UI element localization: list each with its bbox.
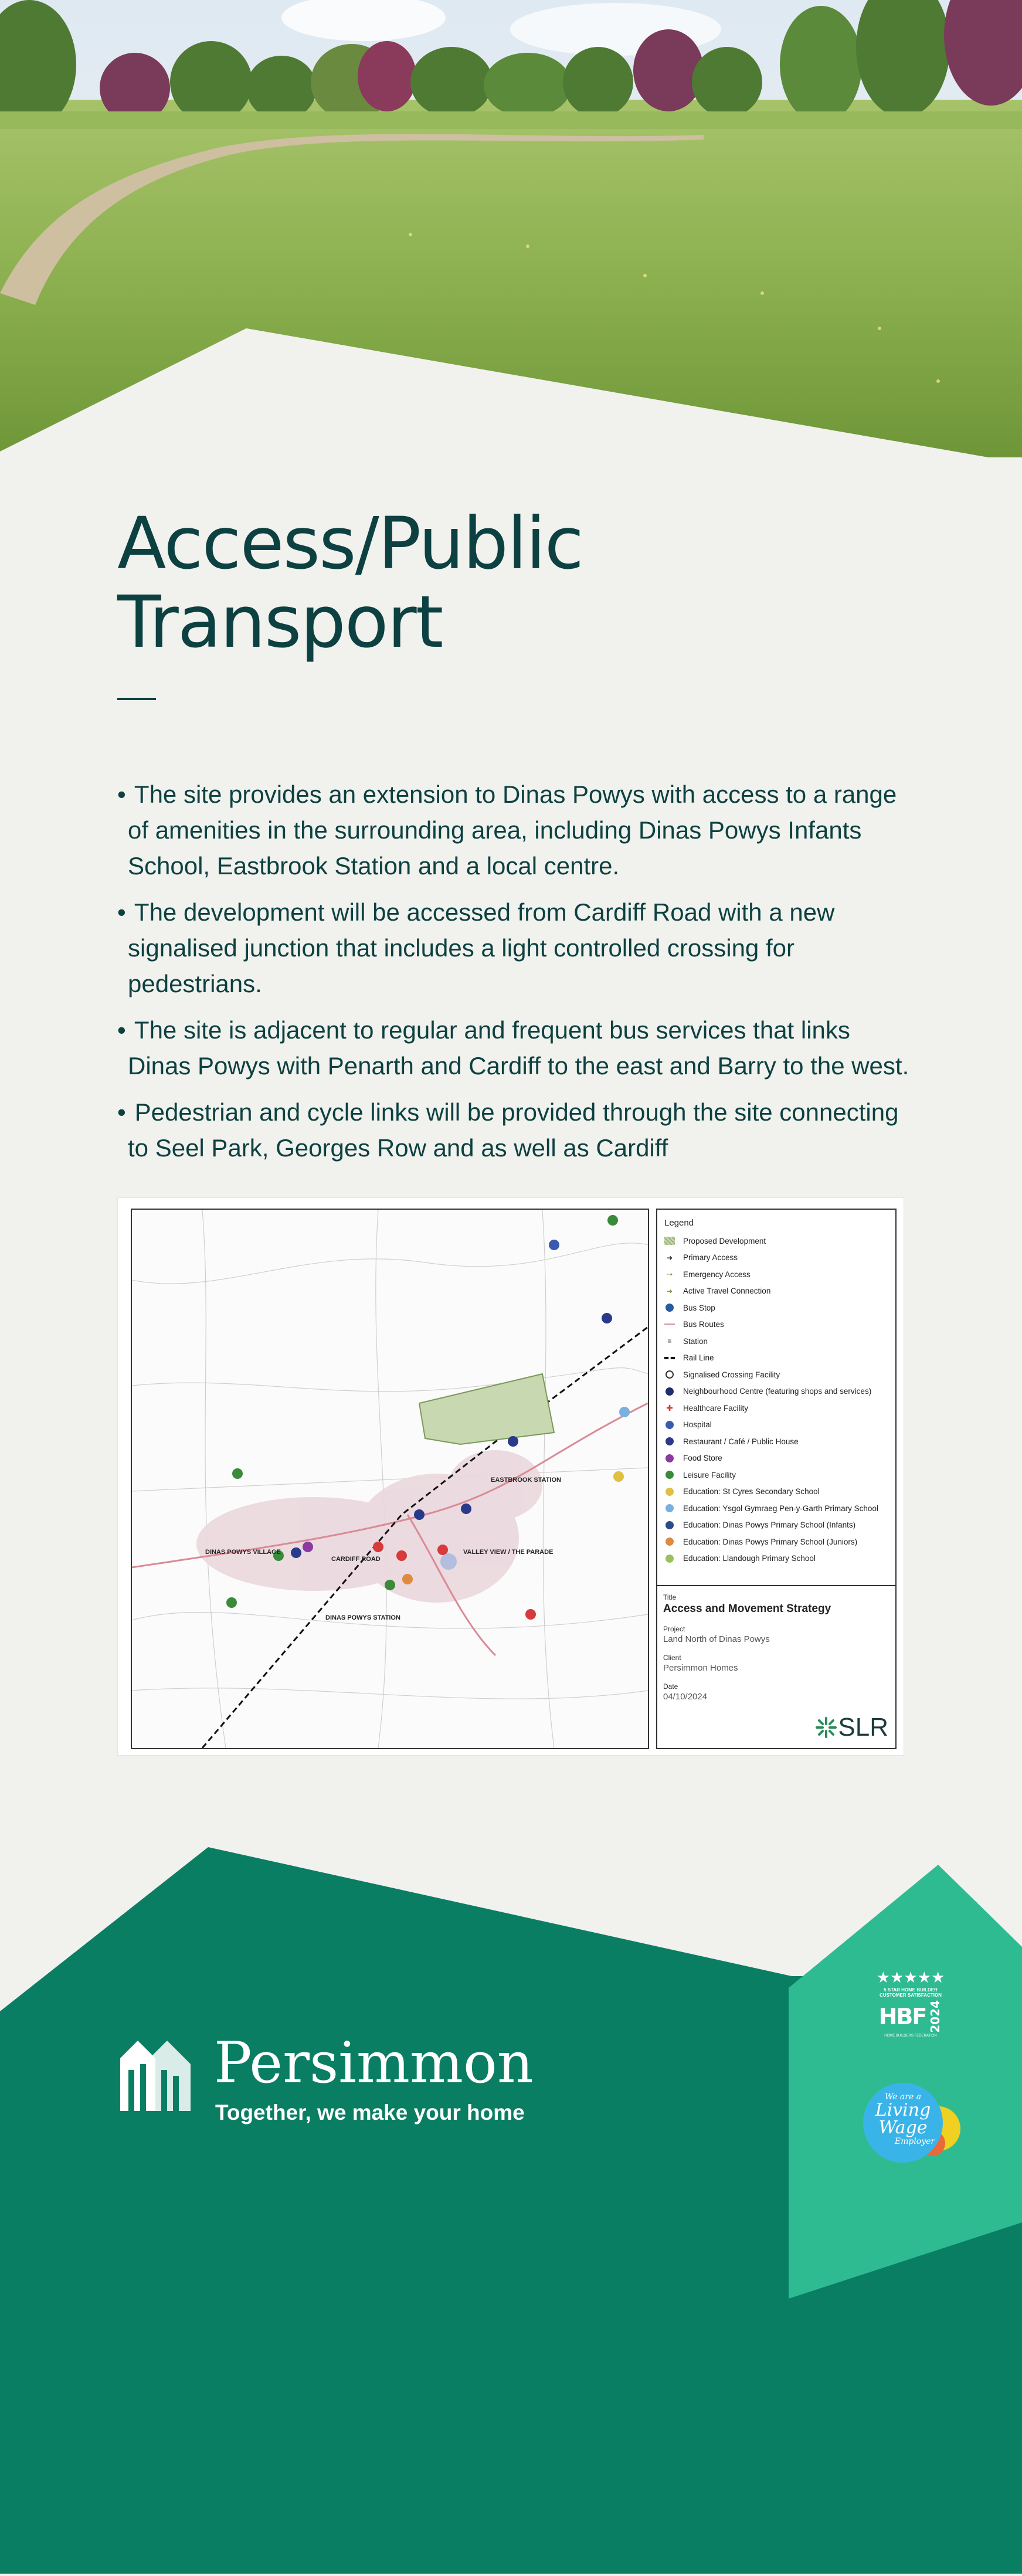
hbf-year: 2024 [928, 2000, 943, 2033]
legend-item [664, 1417, 895, 1434]
circle-icon [664, 1504, 675, 1512]
bullet-text: The site provides an extension to Dinas Powys with access to a range of amenities in the surrounding area, including Dinas Powys Infants School, Eastbrook Station and a local centre. [128, 780, 897, 880]
legend-item [664, 1500, 895, 1517]
rail-icon [664, 1357, 675, 1359]
lw-line1: We are a [884, 2092, 922, 2102]
legend-label: Signalised Crossing Facility [683, 1370, 780, 1379]
legend-label: Bus Routes [683, 1320, 724, 1329]
legend-label: Education: St Cyres Secondary School [683, 1487, 820, 1496]
legend-label: Active Travel Connection [683, 1287, 771, 1296]
living-wage-badge [862, 2082, 967, 2164]
legend-label: Primary Access [683, 1253, 738, 1262]
circle-icon [664, 1471, 675, 1479]
circle-icon [664, 1555, 675, 1563]
map-legend-panel [656, 1209, 897, 1749]
info-title-label: Title [663, 1593, 677, 1601]
legend-item [664, 1433, 895, 1450]
slr-logo-icon [814, 1716, 838, 1739]
legend-label: Education: Llandough Primary School [683, 1554, 816, 1563]
lw-line3: Wage [878, 2117, 928, 2138]
legend-label: Proposed Development [683, 1236, 766, 1245]
legend-label: Bus Stop [683, 1303, 715, 1312]
arrow-icon: ➜ [666, 1287, 673, 1295]
info-client-label: Client [663, 1654, 681, 1662]
line-swatch-icon [664, 1323, 675, 1325]
page-title: Access/Public Transport [117, 502, 583, 664]
legend-item [664, 1266, 895, 1283]
bullet-text: The site is adjacent to regular and frequent bus services that links Dinas Powys with Penarth and Cardiff to the east and Barry to the west. [128, 1016, 909, 1080]
cross-icon: ✚ [666, 1403, 673, 1413]
bus-stop-icon [664, 1304, 675, 1312]
hbf-line1: 5 STAR HOME BUILDER [884, 1987, 938, 1993]
legend-item [664, 1383, 895, 1400]
hatch-swatch-icon [664, 1237, 675, 1245]
crossing-icon [664, 1370, 675, 1379]
info-client-value: Persimmon Homes [663, 1663, 738, 1673]
arrow-icon: ➜ [666, 1253, 673, 1262]
hbf-stars: ★★★★★ [876, 1969, 945, 1987]
legend-item [664, 1484, 895, 1501]
legend-item [664, 1533, 895, 1550]
legend-item [664, 1316, 895, 1333]
bullet-item: • The site is adjacent to regular and frequent bus services that links Dinas Powys with Penarth and Cardiff to the east and Barry to the west. [117, 1016, 909, 1080]
circle-icon [664, 1538, 675, 1546]
bullet-text: Pedestrian and cycle links will be provided through the site connecting to Seel Park, Georges Row and as well as Cardiff [128, 1098, 899, 1162]
lw-line2: Living [875, 2100, 931, 2120]
info-date-value: 04/10/2024 [663, 1692, 708, 1702]
legend-label: Food Store [683, 1454, 722, 1463]
bullet-text: The development will be accessed from Cardiff Road with a new signalised junction that includes a light controlled crossing for pedestrians. [128, 898, 835, 998]
legend-item [664, 1400, 895, 1417]
map-label-cardiff-road: CARDIFF ROAD [331, 1556, 381, 1563]
legend-list [657, 1233, 895, 1567]
legend-heading: Legend [664, 1218, 694, 1228]
dashed-arrow-icon: ⇢ [666, 1270, 673, 1279]
legend-item [664, 1283, 895, 1300]
legend-item [664, 1550, 895, 1567]
slr-logo [814, 1713, 888, 1742]
bullet-item: • The site provides an extension to Dinas Powys with access to a range of amenities in the surrounding area, including Dinas Powys Infants School, Eastbrook Station and a local centre. [117, 780, 897, 880]
hbf-line2: CUSTOMER SATISFACTION [880, 1993, 942, 1998]
bullet-item: • The development will be accessed from Cardiff Road with a new signalised junction that includes a light controlled crossing for pedestrians. [117, 898, 835, 998]
access-movement-map-card [117, 1197, 904, 1756]
persimmon-house-icon [114, 2035, 196, 2117]
legend-label: Healthcare Facility [683, 1403, 749, 1413]
circle-icon [664, 1421, 675, 1429]
hbf-5-star-badge [875, 1970, 946, 2052]
map-label-dinas-powys-village: DINAS POWYS VILLAGE [205, 1549, 281, 1556]
legend-item [664, 1450, 895, 1467]
legend-label: Emergency Access [683, 1270, 751, 1279]
info-date-label: Date [663, 1682, 678, 1691]
bullet-list [117, 776, 915, 1166]
legend-item [664, 1467, 895, 1484]
map-area [131, 1209, 649, 1749]
title-divider [117, 698, 156, 700]
legend-label: Rail Line [683, 1353, 714, 1363]
footer-band [0, 1847, 1022, 2574]
legend-item [664, 1350, 895, 1367]
legend-label: Education: Dinas Powys Primary School (Infants) [683, 1521, 856, 1530]
map-info-block [657, 1585, 895, 1711]
legend-item [664, 1299, 895, 1316]
circle-icon [664, 1488, 675, 1496]
legend-label: Leisure Facility [683, 1470, 736, 1479]
legend-item [664, 1517, 895, 1534]
map-label-eastbrook-station: EASTBROOK STATION [491, 1477, 561, 1484]
station-icon: ≡ [667, 1337, 672, 1346]
legend-label: Hospital [683, 1420, 712, 1430]
map-label-valley-view: VALLEY VIEW / THE PARADE [463, 1549, 554, 1556]
legend-item [664, 1233, 895, 1250]
brand-tagline: Together, we make your home [215, 2100, 525, 2124]
info-project-value: Land North of Dinas Powys [663, 1634, 770, 1644]
bullet-item: • Pedestrian and cycle links will be provided through the site connecting to Seel Park, Georges Row and as well as Cardiff [117, 1098, 899, 1162]
circle-icon [664, 1521, 675, 1529]
legend-label: Education: Ysgol Gymraeg Pen-y-Garth Primary School [683, 1503, 878, 1513]
legend-label: Restaurant / Café / Public House [683, 1437, 799, 1446]
legend-label: Station [683, 1336, 708, 1346]
legend-item [664, 1333, 895, 1350]
info-project-label: Project [663, 1625, 685, 1633]
circle-icon [664, 1387, 675, 1396]
info-title-value: Access and Movement Strategy [663, 1603, 831, 1615]
legend-label: Neighbourhood Centre (featuring shops and services) [683, 1387, 872, 1396]
brand-name: Persimmon [214, 2030, 534, 2096]
hero-meadow-image [0, 0, 1022, 457]
legend-label: Education: Dinas Powys Primary School (Juniors) [683, 1537, 858, 1546]
circle-icon [664, 1454, 675, 1462]
circle-icon [664, 1437, 675, 1445]
main-content [117, 504, 915, 1176]
hbf-mark: HBF [878, 2003, 926, 2029]
slr-logo-text: SLR [838, 1713, 888, 1742]
legend-item [664, 1366, 895, 1383]
legend-item [664, 1250, 895, 1267]
map-label-dinas-powys-station: DINAS POWYS STATION [325, 1614, 400, 1621]
lw-line4: Employer [894, 2137, 935, 2146]
hbf-line3: HOME BUILDERS FEDERATION [884, 2034, 937, 2038]
